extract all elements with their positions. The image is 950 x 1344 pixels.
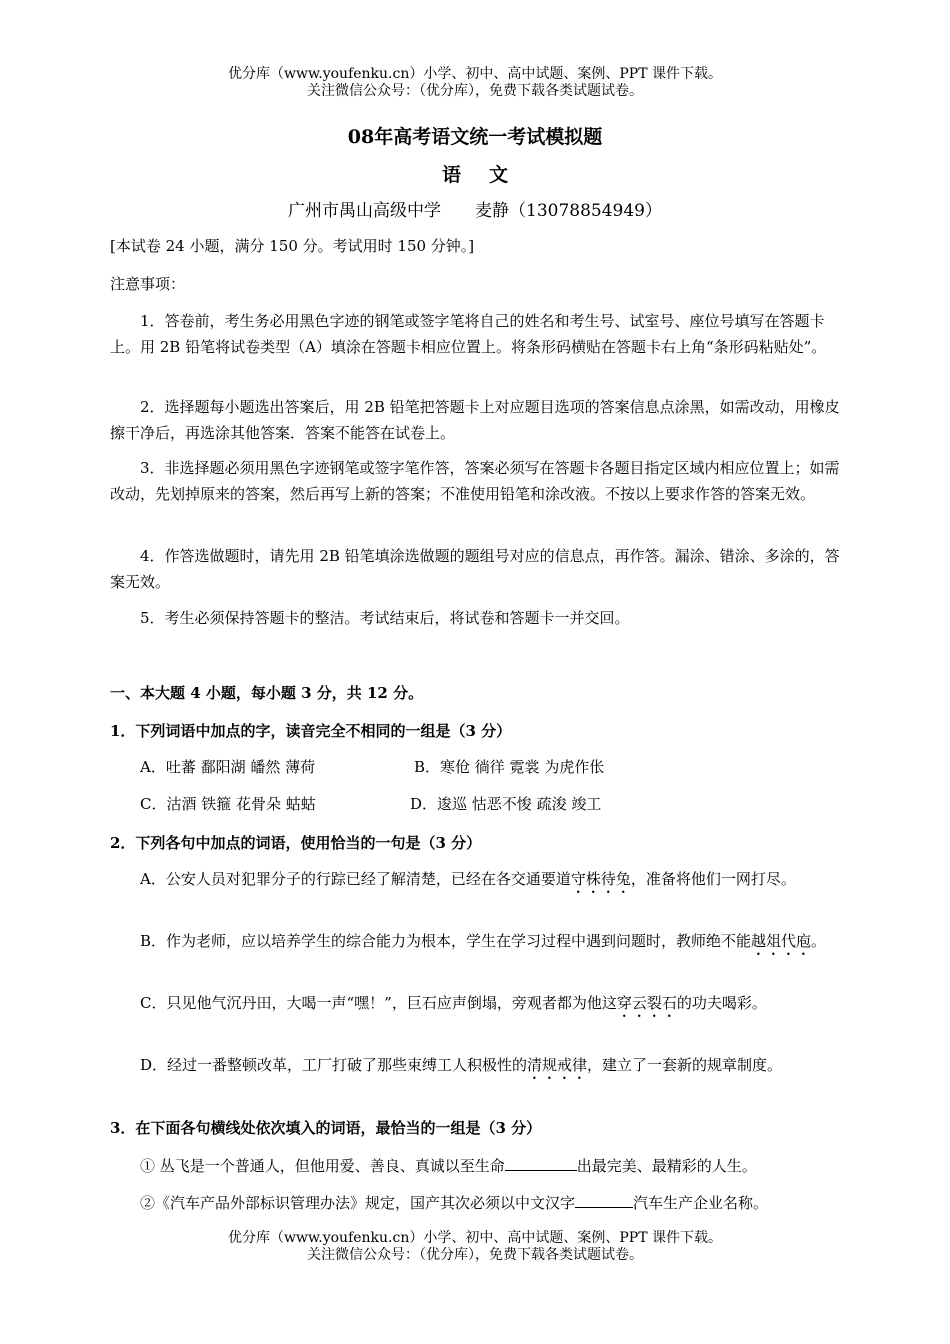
notes-heading: 注意事项： [110, 275, 186, 293]
subject-title: 语文 [441, 164, 536, 186]
q2-c-emphasis: 穿云裂石 [616, 994, 677, 1012]
q3-sentence-1: ① 丛飞是一个普通人，但他用爱、善良、真诚以至生命 出最完美、最精彩的人生。 [140, 1157, 757, 1175]
q3-sentence-2: ②《汽车产品外部标识管理办法》规定，国产其次必须以中文汉字 汽车生产企业名称。 [140, 1194, 769, 1212]
exam-info: [本试卷 24 小题，满分 150 分。考试用时 150 分钟。] [110, 237, 475, 255]
q1-option-a: A．吐蕃 鄱阳湖 皤然 薄荷 [140, 758, 316, 776]
q3-blank-1 [505, 1156, 577, 1171]
q3-stem: 3．在下面各句横线处依次填入的词语，最恰当的一组是（3 分） [110, 1119, 542, 1137]
q2-d-emphasis: 清规戒律 [527, 1056, 588, 1074]
author-name: 麦静（13078854949） [475, 201, 662, 221]
note-1: 1．答卷前，考生务必用黑色字迹的钢笔或签字笔将自己的姓名和考生号、试室号、座位号填写在答题卡上。用 2B 铅笔将试卷类型（A）填涂在答题卡相应位置上。将条形码横贴在答题卡右上角“条形码粘贴处”。 [110, 312, 827, 356]
q1-option-b: B．寒伧 徜徉 霓裳 为虎作伥 [414, 758, 605, 776]
note-4: 4．作答选做题时，请先用 2B 铅笔填涂选做题的题组号对应的信息点，再作答。漏涂、错涂、多涂的，答案无效。 [110, 547, 840, 591]
q2-option-d: D．经过一番整顿改革，工厂打破了那些束缚工人积极性的清规戒律，建立了一套新的规章制度。 [140, 1056, 783, 1074]
q2-option-b: B．作为老师，应以培养学生的综合能力为根本，学生在学习过程中遇到问题时，教师绝不能越俎代庖。 [140, 932, 827, 950]
q2-b-emphasis: 越俎代庖 [751, 932, 812, 950]
footer-line-2: 关注微信公众号：（优分库），免费下载各类试题试卷。 [307, 1247, 643, 1263]
q2-option-a: A．公安人员对犯罪分子的行踪已经了解清楚，已经在各交通要道守株待兔，准备将他们一网打尽。 [140, 870, 796, 888]
q1-option-c: C．沽酒 铁箍 花骨朵 蛄蛄 [140, 795, 316, 813]
q2-option-c: C．只见他气沉丹田，大喝一声“嘿！”，巨石应声倒塌，旁观者都为他这穿云裂石的功夫喝彩。 [140, 994, 767, 1012]
section-1-heading: 一、本大题 4 小题，每小题 3 分，共 12 分。 [110, 684, 424, 702]
footer-line-1: 优分库（www.youfenku.cn）小学、初中、高中试题、案例、PPT 课件下载。 [227, 1230, 722, 1246]
author-school: 广州市禺山高级中学 [288, 201, 441, 221]
q3-blank-2 [575, 1193, 633, 1208]
page-footer [0, 1230, 950, 1264]
header-line-2: 关注微信公众号：（优分库），免费下载各类试题试卷。 [307, 83, 643, 99]
q2-a-emphasis: 守株待兔 [570, 870, 631, 888]
q1-stem: 1．下列词语中加点的字，读音完全不相同的一组是（3 分） [110, 722, 512, 740]
page-header [0, 66, 950, 100]
note-5: 5．考生必须保持答题卡的整洁。考试结束后，将试卷和答题卡一并交回。 [140, 609, 630, 627]
author-line [0, 196, 950, 221]
header-line-1: 优分库（www.youfenku.cn）小学、初中、高中试题、案例、PPT 课件下载。 [227, 66, 722, 82]
q1-option-d: D．逡巡 怙恶不悛 疏浚 竣工 [410, 795, 602, 813]
note-2: 2．选择题每小题选出答案后，用 2B 铅笔把答题卡上对应题目选项的答案信息点涂黑，如需改动，用橡皮擦干净后，再选涂其他答案．答案不能答在试卷上。 [110, 398, 840, 442]
q2-stem: 2．下列各句中加点的词语，使用恰当的一句是（3 分） [110, 834, 482, 852]
exam-title: 08年高考语文统一考试模拟题 [347, 126, 603, 148]
note-3: 3．非选择题必须用黑色字迹钢笔或签字笔作答，答案必须写在答题卡各题目指定区域内相应位置上；如需改动，先划掉原来的答案，然后再写上新的答案；不准使用铅笔和涂改液。不按以上要求作答的答案无效。 [110, 459, 840, 503]
